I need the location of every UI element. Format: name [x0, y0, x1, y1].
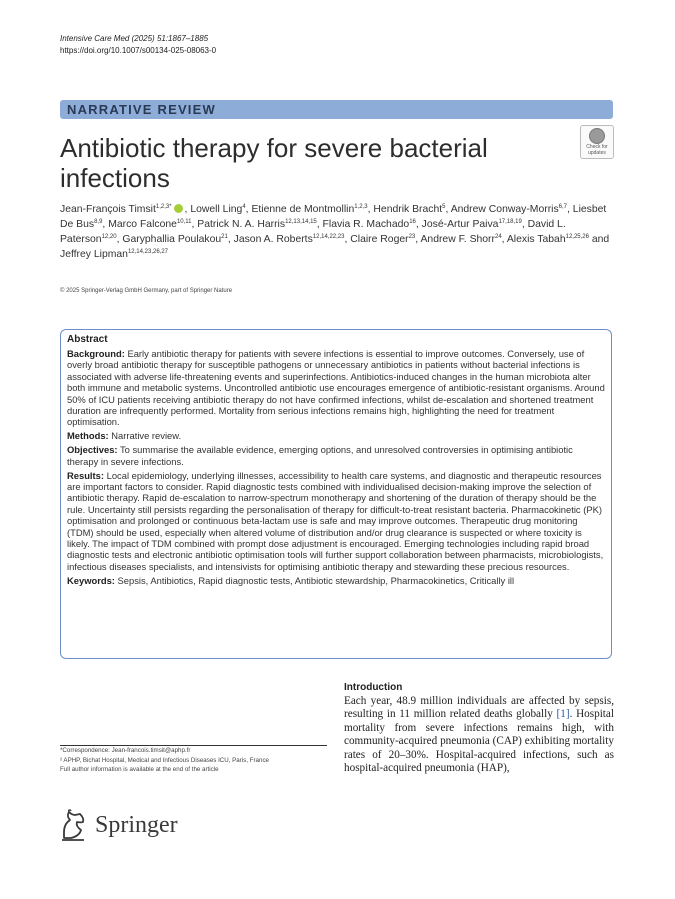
author-name[interactable]: Marco Falcone [108, 219, 177, 230]
author-separator: and [588, 234, 610, 245]
author-separator: , [116, 234, 123, 245]
check-updates-line1: Check for [586, 144, 608, 150]
background-text: Early antibiotic therapy for patients with severe infections is essential to improve outcomes. Conversely, use of overly broad antibiotic therapy for susceptible pathogens or unnecessary antibiotics in patients without bacterial infections is associated with adverse life-threatening events and superinfections. Antibiotics-induced changes in the human microbiota alter both immune and metabolic systems. Uncontrolled antibiotic use encourages emergence of antibiotic-resistant organisms. Around 50% of ICU patients receiving antibiotic therapy do not have confirmed infections, whilst de-escalation and shortened treatment duration are infrequently performed. Mortality from serious infections remains high, highlighting the need for treatment optimisation. [67, 348, 605, 428]
author-name[interactable]: José-Artur Paiva [421, 219, 499, 230]
copyright-notice: © 2025 Springer-Verlag GmbH Germany, part of Springer Nature [60, 288, 233, 294]
abstract-objectives [67, 444, 605, 467]
author-affiliation-sup: 24 [494, 234, 502, 240]
introduction-heading: Introduction [344, 682, 403, 693]
author-affiliation-sup: 12,20 [101, 234, 117, 240]
author-separator: , [184, 204, 191, 215]
journal-citation: Intensive Care Med (2025) 51:1867–1885 [60, 34, 209, 43]
article-type-label: NARRATIVE REVIEW [67, 102, 216, 117]
author-affiliation-sup: 23 [408, 234, 416, 240]
author-separator: , [102, 219, 109, 230]
intro-text-part1: Each year, 48.9 million individuals are affected by sepsis, resulting in 11 million related deaths globally [344, 695, 614, 721]
author-name[interactable]: Etienne de Montmollin [251, 204, 355, 215]
author-affiliation-sup: 12,14,22,23 [312, 234, 345, 240]
correspondence-note: *Correspondence: Jean-francois.timsit@aphp.fr [60, 747, 191, 754]
introduction-text [344, 695, 614, 775]
author-name[interactable]: Jason A. Roberts [233, 234, 313, 245]
author-name[interactable]: Jeffrey Lipman [60, 249, 128, 260]
author-separator: , [501, 234, 507, 245]
orcid-icon[interactable] [174, 204, 183, 213]
author-name[interactable]: Jean-François Timsit [60, 204, 156, 215]
doi-link[interactable]: https://doi.org/10.1007/s00134-025-08063-0 [60, 46, 217, 55]
author-separator: , [567, 204, 573, 215]
author-affiliation-sup: 17,18,19 [498, 219, 522, 225]
objectives-text: To summarise the available evidence, emerging options, and unresolved controversies in optimising antibiotic therapy in severe infections. [67, 444, 573, 467]
author-affiliation-sup: 21 [221, 234, 228, 240]
abstract-methods [67, 430, 605, 441]
background-label: Background: [67, 348, 125, 359]
author-separator: , [245, 204, 252, 215]
check-updates-icon [589, 128, 605, 144]
author-list [60, 202, 620, 262]
abstract-results [67, 470, 605, 573]
publisher-name: Springer [95, 812, 178, 838]
abstract-background [67, 348, 605, 428]
author-separator: , [316, 219, 323, 230]
author-name[interactable]: David L. Paterson [60, 219, 566, 245]
abstract-box [60, 329, 612, 659]
author-name[interactable]: Garyphallia Poulakou [122, 234, 222, 245]
author-separator: , [415, 219, 422, 230]
author-name[interactable]: Andrew F. Shorr [420, 234, 495, 245]
author-separator: , [521, 219, 528, 230]
author-affiliation-sup: 6,7 [558, 204, 568, 210]
author-separator: , [227, 234, 234, 245]
article-title: Antibiotic therapy for severe bacterial infections [60, 133, 488, 193]
author-name[interactable]: Andrew Conway-Morris [450, 204, 559, 215]
author-affiliation-sup: 12,14,23,26,27 [127, 249, 169, 255]
author-separator: , [367, 204, 374, 215]
author-name[interactable]: Alexis Tabah [506, 234, 566, 245]
author-separator: , [344, 234, 351, 245]
author-name[interactable]: Lowell Ling [190, 204, 243, 215]
results-label: Results: [67, 469, 104, 481]
author-affiliation-sup: 1,2,3 [354, 204, 368, 210]
abstract-heading: Abstract [67, 334, 108, 345]
author-affiliation-sup: 5 [442, 204, 446, 210]
citation-link[interactable]: [1] [556, 708, 570, 721]
author-affiliation-sup: 12,13,14,15 [285, 219, 317, 225]
check-updates-line2: updates [588, 150, 606, 156]
springer-horse-icon [58, 808, 88, 842]
abstract-keywords [67, 575, 605, 586]
affiliation-note: ² APHP, Bichat Hospital, Medical and Infectious Diseases ICU, Paris, France [60, 757, 269, 764]
check-for-updates-button[interactable] [580, 125, 614, 159]
author-affiliation-sup: 12,25,26 [565, 234, 589, 240]
methods-text: Narrative review. [111, 430, 182, 442]
author-separator: , [445, 204, 451, 215]
footnote-divider [60, 745, 327, 746]
author-affiliation-sup: 10,11 [176, 219, 192, 225]
author-affiliation-sup: 1,2,3* [155, 204, 172, 210]
author-affiliation-sup: 4 [242, 204, 246, 210]
results-text: Local epidemiology, underlying illnesses, accessibility to health care systems, and diagnostic and therapeutic resources are important factors to consider. Rapid diagnostic tests combined with individualised decision-making improve the selection of antibiotic therapy. Rapid de-escalation to narrow-spectrum monotherapy and shortening of the duration of therapy should be the rule. Uncertainty still persists regarding the personalisation of therapy for difficult-to-treat resistant bacteria. Pharmacokinetic (PK) optimisation and prolonged or continuous beta-lactam use is safe and may improve outcomes. Therapeutic drug monitoring (TDM) should be used, especially when altered volume of distribution and/or drug clearance is suspected or where toxicity is likely. The impact of TDM combined with prompt dose adjustment is encouraged. Emerging technologies including rapid broad diagnostic tests and electronic antibiotic optimisation tools will further support collaboration between pharmacists, microbiologists, infectious diseases specialists, and intensivists for optimising antibiotic therapy and stewarding these precious resources. [67, 469, 604, 572]
keywords-label: Keywords: [67, 574, 115, 586]
author-name[interactable]: Claire Roger [350, 234, 409, 245]
intro-text-part2: . Hospital mortality from severe infections remains high, with community-acquired pneumonia (CAP) exhibiting mortality rates of 20–30%. Hospital-acquired infections, such as hospital-acquired pneumonia (HAP), [344, 708, 614, 775]
author-affiliation-sup: 8,9 [94, 219, 103, 225]
author-separator: , [415, 234, 421, 245]
author-name[interactable]: Patrick N. A. Harris [197, 219, 286, 230]
author-info-note: Full author information is available at the end of the article [60, 766, 219, 773]
objectives-label: Objectives: [67, 444, 118, 456]
author-name[interactable]: Liesbet De Bus [60, 204, 607, 230]
author-name[interactable]: Flavia R. Machado [322, 219, 410, 230]
methods-label: Methods: [67, 430, 109, 442]
author-separator: , [191, 219, 198, 230]
article-type-banner [60, 100, 613, 119]
author-name[interactable]: Hendrik Bracht [373, 204, 443, 215]
keywords-text: Sepsis, Antibiotics, Rapid diagnostic tests, Antibiotic stewardship, Pharmacokinetics, Critically ill [117, 574, 515, 586]
author-affiliation-sup: 16 [409, 219, 416, 225]
